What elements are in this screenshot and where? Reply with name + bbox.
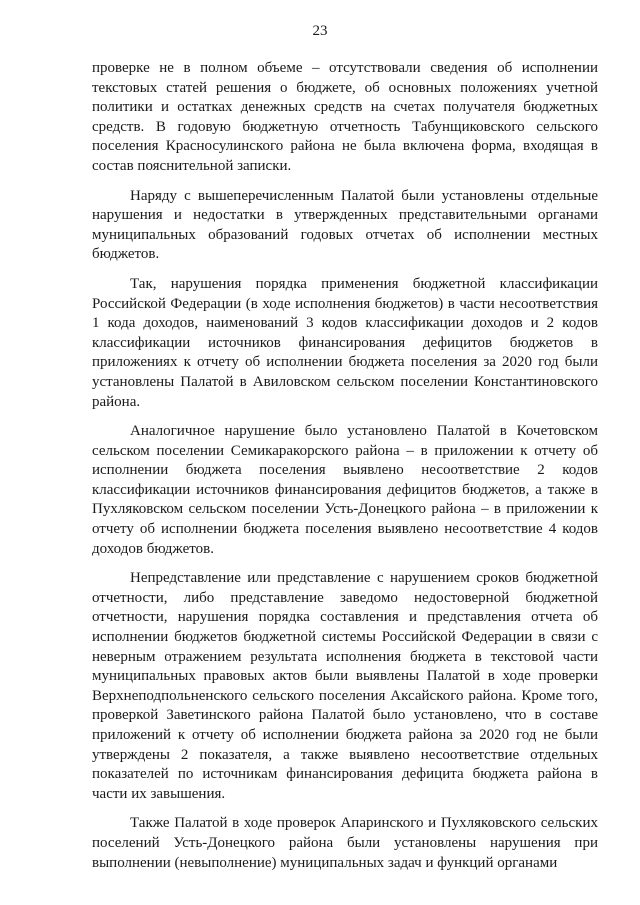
- paragraph-municipal-tasks: Также Палатой в ходе проверок Апаринского и Пухляковского сельских поселений Усть-Донецкого района были установлены нарушения при выполнении (невыполнение) муниципальных задач и функций органами: [92, 815, 598, 871]
- paragraph-continuation: проверке не в полном объеме – отсутствовали сведения об исполнении текстовых статей решения о бюджете, об основных положениях учетной политики и остатках денежных средств на счетах получателя бюджетных средств. В годовую бюджетную отчетность Табунщиковского сельского поселения Красносулинского района не была включена форма, входящая в состав пояснительной записки.: [92, 60, 598, 174]
- paragraph-similar-violation: Аналогичное нарушение было установлено Палатой в Кочетовском сельском поселении Семикаракорского района – в приложении к отчету об исполнении бюджета поселения выявлено несоответствие 2 кодов классификации источников финансирования дефицитов бюджетов, а также в Пухляковском сельском поселении Усть-Донецкого района – в приложении к отчету об исполнении бюджета поселения выявлено несоответствие 4 кодов доходов бюджетов.: [92, 423, 598, 557]
- paragraph-budget-classification: Так, нарушения порядка применения бюджетной классификации Российской Федерации (в ходе исполнения бюджетов) в части несоответствия 1 кода доходов, наименований 3 кодов классификации доходов и 2 кодов классификации источников финансирования дефицитов бюджетов в приложениях к отчету об исполнении бюджета поселения за 2020 год были установлены Палатой в Авиловском сельском поселении Константиновского района.: [92, 275, 598, 410]
- page-number: 23: [312, 23, 328, 39]
- document-body: [92, 59, 598, 883]
- paragraph-violations-intro: Наряду с вышеперечисленным Палатой были установлены отдельные нарушения и недостатки в утвержденных представительными органами муниципальных образований годовых отчетах об исполнении местных бюджетов.: [92, 187, 598, 263]
- paragraph-reporting-violations: Непредставление или представление с нарушением сроков бюджетной отчетности, либо представление заведомо недостоверной бюджетной отчетности, нарушения порядка составления и представления отчета об исполнении бюджетов бюджетной системы Российской Федерации в связи с неверным отражением результата исполнения бюджета в текстовой части муниципальных правовых актов были выявлены Палатой в ходе проверки Верхнеподпольненского сельского поселения Аксайского района. Кроме того, проверкой Заветинского района Палатой было установлено, что в составе приложений к отчету об исполнении бюджета района за 2020 год не были утверждены 2 показателя, а также выявлено несоответствие отдельных показателей по источникам финансирования дефицита бюджета района в части их завышения.: [92, 570, 598, 802]
